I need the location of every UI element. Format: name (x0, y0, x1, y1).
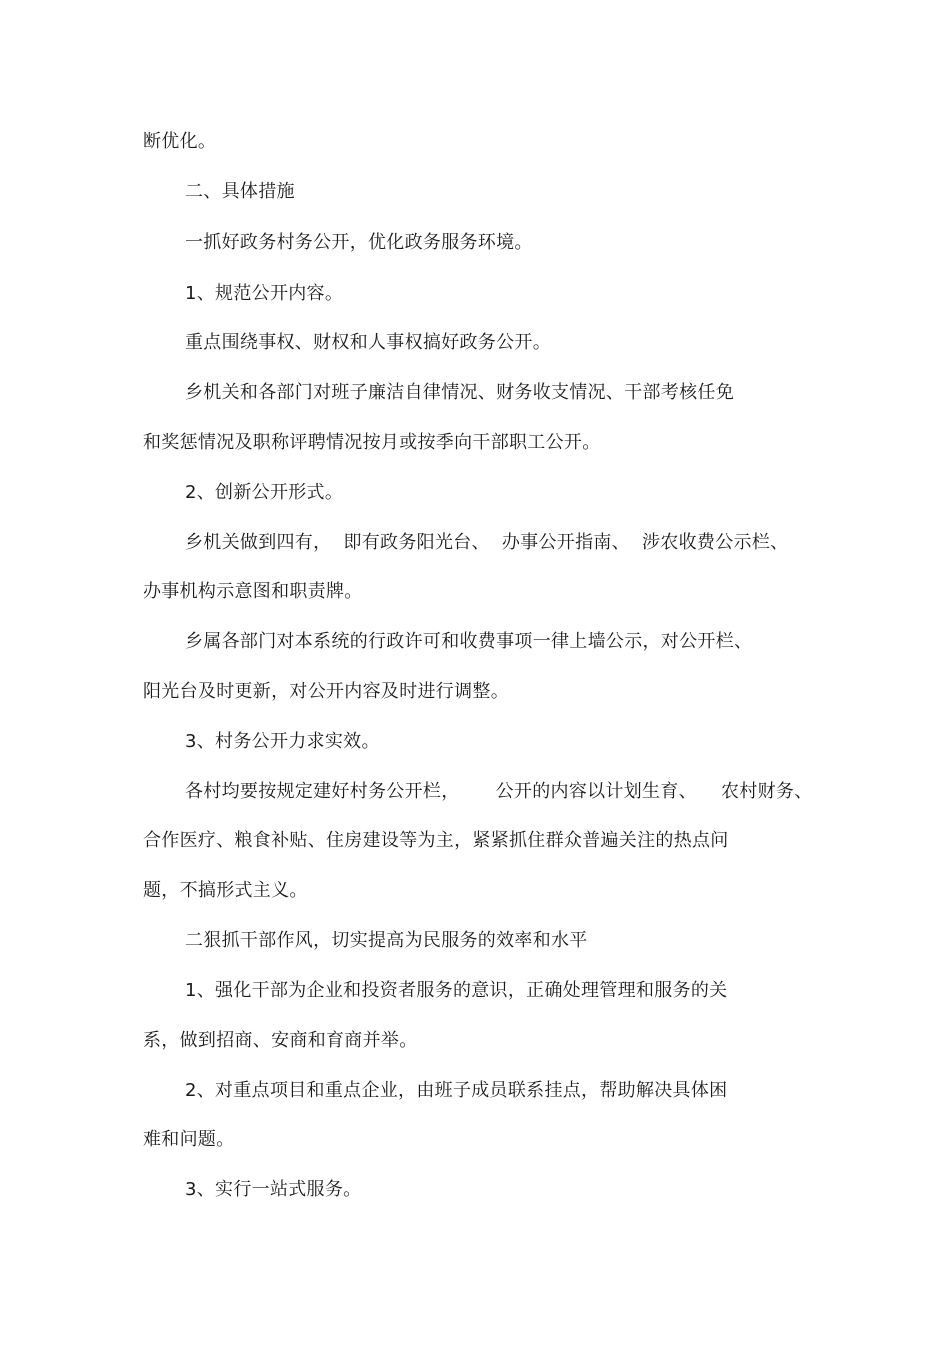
text-line: 系，做到招商、安商和育商并举。 (143, 1030, 418, 1051)
text-line: 断优化。 (143, 131, 217, 152)
text-line: 2、对重点项目和重点企业，由班子成员联系挂点，帮助解决具体困 (185, 1080, 728, 1101)
section-heading: 二、具体措施 (185, 181, 295, 202)
text-line: 乡机关和各部门对班子廉洁自律情况、财务收支情况、干部考核任免 (185, 382, 734, 403)
text-line: 各村均要按规定建好村务公开栏， 公开的内容以计划生育、 农村财务、 (185, 781, 813, 802)
item-heading: 1、规范公开内容。 (185, 283, 344, 304)
item-heading: 3、实行一站式服务。 (185, 1179, 362, 1200)
text-line: 乡机关做到四有， 即有政务阳光台、 办事公开指南、 涉农收费公示栏、 (185, 532, 789, 553)
text-line: 办事机构示意图和职责牌。 (143, 581, 363, 602)
text-line: 和奖惩情况及职称评聘情况按月或按季向干部职工公开。 (143, 432, 601, 453)
text-line: 阳光台及时更新，对公开内容及时进行调整。 (143, 681, 509, 702)
text-line: 难和问题。 (143, 1129, 235, 1150)
subsection-heading: 二狠抓干部作风，切实提高为民服务的效率和水平 (185, 930, 588, 951)
text-line: 乡属各部门对本系统的行政许可和收费事项一律上墙公示，对公开栏、 (185, 631, 753, 652)
text-line: 合作医疗、粮食补贴、住房建设等为主，紧紧抓住群众普遍关注的热点问 (143, 830, 729, 851)
text-line: 题，不搞形式主义。 (143, 880, 308, 901)
item-heading: 3、村务公开力求实效。 (185, 731, 380, 752)
text-line: 重点围绕事权、财权和人事权搞好政务公开。 (185, 332, 551, 353)
text-line: 1、强化干部为企业和投资者服务的意识，正确处理管理和服务的关 (185, 980, 728, 1001)
item-heading: 2、创新公开形式。 (185, 482, 344, 503)
subsection-heading: 一抓好政务村务公开，优化政务服务环境。 (185, 232, 533, 253)
